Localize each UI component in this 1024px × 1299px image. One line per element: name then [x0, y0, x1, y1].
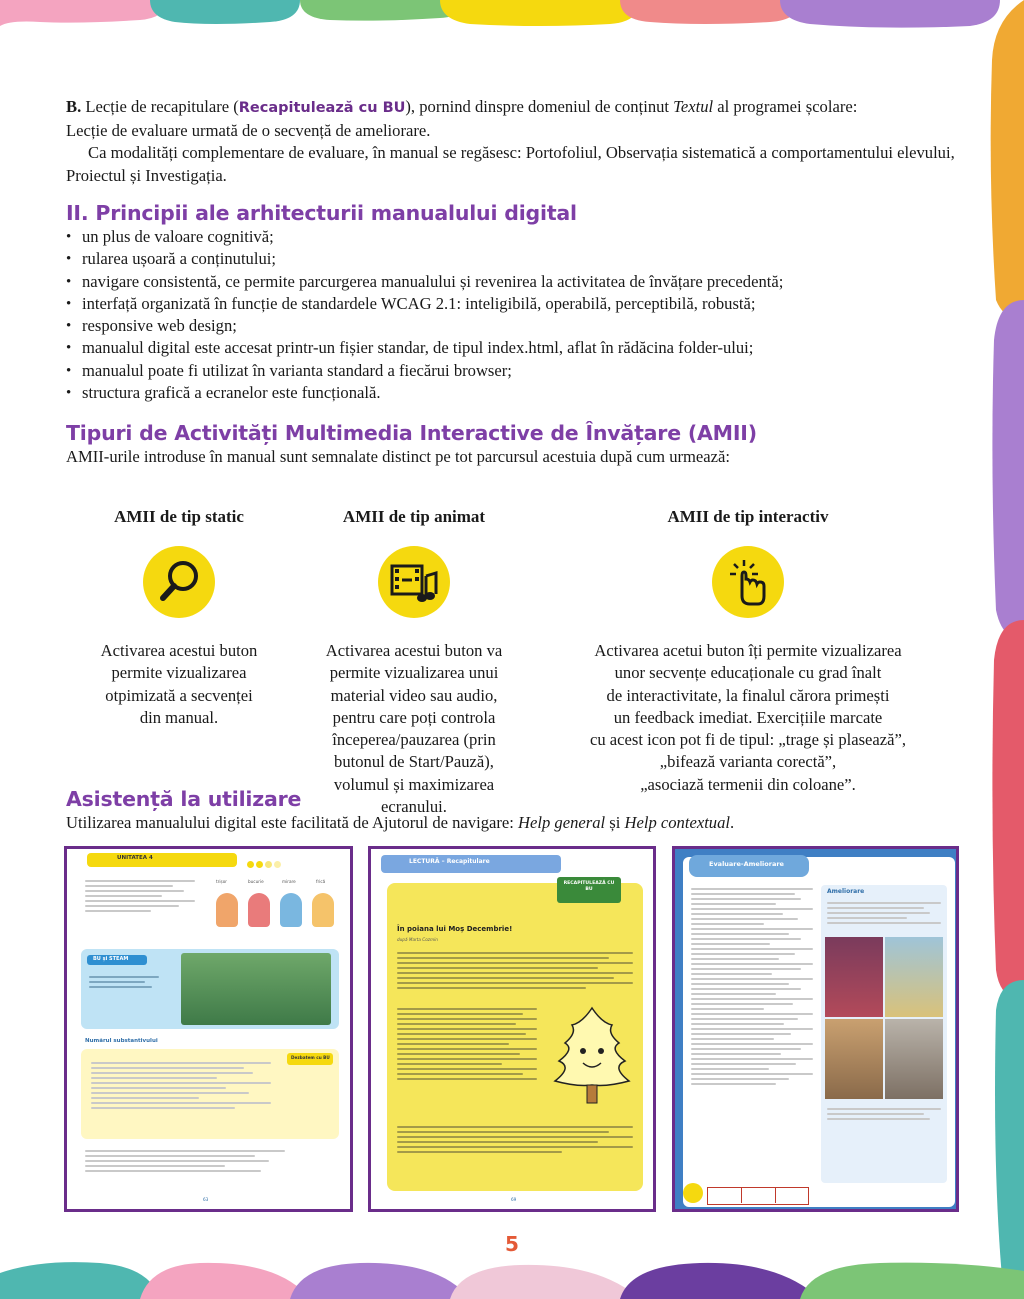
amii-static-desc — [70, 640, 288, 729]
amii-intro: AMII-urile introduse în manual sunt semnalate distinct pe tot parcursul acestuia după cum urmează: — [66, 447, 731, 467]
thumb1-kids — [212, 889, 342, 931]
amii-desc-line: Activarea acestui buton — [100, 641, 258, 660]
amii-static — [70, 506, 288, 729]
amii-desc-line: material video sau audio, — [330, 685, 498, 705]
tree-illustration — [547, 1003, 637, 1113]
right-decoration — [984, 0, 1024, 1299]
thumb1-page: 63 — [203, 1197, 209, 1202]
principle-item: • responsive web design; — [82, 315, 956, 337]
brand-recapituleaza: Recapitulează cu BU — [238, 100, 406, 116]
intro-line2: Lecție de evaluare urmată de o secvență de ameliorare. — [66, 120, 431, 140]
principle-item: • navigare consistentă, ce permite parcurgerea manualului și revenirea la activitatea de învățare precedentă; — [82, 271, 956, 293]
amii-desc-line: „asociază termenii din coloane”. — [640, 774, 856, 794]
amii-desc-line: unor secvențe educaționale cu grad înalt — [614, 663, 882, 683]
amii-interactive-desc — [558, 640, 938, 796]
amii-desc-line: cu acest icon pot fi de tipul: „trage și plasează”, — [589, 730, 907, 750]
amii-desc-line: Activarea acetui buton îți permite vizualizarea — [594, 641, 902, 660]
amii-desc-line: Activarea acestui buton va — [325, 641, 503, 660]
principle-item: • manualul digital este accesat printr-un fișier standar, de tipul index.html, aflat în rădăcina folder-ului; — [82, 337, 956, 359]
amii-interactive-title: AMII de tip interactiv — [667, 507, 829, 526]
assist-text: Utilizarea manualului digital este facilitată de Ajutorul de navigare: Help general și Help contextual. — [66, 813, 735, 832]
principles-list — [66, 226, 956, 404]
amii-desc-line: permite vizualizarea unui — [329, 663, 499, 683]
bottom-decoration — [0, 1249, 1024, 1299]
amii-desc-line: butonul de Start/Pauză), — [334, 752, 494, 772]
amii-desc-line: începerea/pauzarea (prin — [332, 730, 496, 750]
page-number: 5 — [505, 1232, 519, 1256]
amii-animated — [306, 506, 522, 818]
section2-title: II. Principii ale arhitecturii manualului digital — [66, 201, 577, 225]
amii-desc-line: volumul și maximizarea — [333, 774, 495, 794]
amii-desc-line: pentru care poți controla — [332, 707, 496, 727]
intro-line1: B. Lecție de recapitulare (Recapitulează cu BU), pornind dinspre domeniul de conținut Textul al programei școlare: — [66, 97, 858, 116]
amii-desc-line: un feedback imediat. Exercițiile marcate — [613, 707, 883, 727]
thumbnail-evaluare[interactable]: Evaluare-Ameliorare Ameliorare 72 — [672, 846, 959, 1212]
thumb1-steam-box: BU și STEAM — [81, 949, 339, 1029]
principle-item: • structura grafică a ecranelor este funcțională. — [82, 382, 956, 404]
principle-item: • manualul poate fi utilizat în varianta standard a fiecărui browser; — [82, 360, 956, 382]
film-music-icon[interactable] — [378, 546, 450, 618]
amii-desc-line: de interactivitate, la finalul cărora primești — [606, 685, 890, 705]
amii-interactive — [558, 506, 938, 796]
tap-hand-icon[interactable] — [712, 546, 784, 618]
page-content — [66, 96, 956, 469]
amii-desc-line: permite vizualizarea — [111, 663, 247, 683]
amii-desc-line: din manual. — [139, 707, 219, 727]
assist-title: Asistență la utilizare — [66, 787, 302, 811]
amii-title: Tipuri de Activități Multimedia Interactive de Învățare (AMII) — [66, 421, 757, 446]
principle-item: • interfață organizată în funcție de standardele WCAG 2.1: inteligibilă, operabilă, perceptibilă, robustă; — [82, 293, 956, 315]
thumbnail-unit4[interactable]: UNITATEA 4 trișor bucurie mirare frică BU și STEAM Numărul substantivului Dezbatem cu BU 63 — [64, 846, 353, 1212]
top-decoration — [0, 0, 1024, 60]
amii-animated-title: AMII de tip animat — [342, 507, 486, 526]
thumb2-header: LECTURĂ – Recapitulare — [409, 858, 490, 865]
magnifier-icon[interactable] — [143, 546, 215, 618]
thumb3-header: Evaluare-Ameliorare — [709, 860, 784, 868]
amii-static-title: AMII de tip static — [114, 507, 244, 526]
assist-section — [66, 786, 956, 835]
thumb3-page: 72 — [817, 1195, 823, 1200]
thumb1-header: UNITATEA 4 — [117, 855, 153, 861]
thumbnail-lectura[interactable]: LECTURĂ – Recapitulare În poiana lui Moș Decembrie! după Marta Cozmin RECAPITULEAZĂ CU BU 69 — [368, 846, 656, 1212]
amii-desc-line: ecranului. — [381, 797, 447, 817]
intro-para2: Ca modalități complementare de evaluare, în manual se regăsesc: Portofoliul, Observația sistematică a comportamentului elevului, Proiectul și Investigația. — [66, 143, 955, 185]
thumb2-page: 69 — [511, 1197, 517, 1202]
thumb1-section: Numărul substantivului — [85, 1038, 158, 1044]
amii-desc-line: otpimizată a secvenței — [105, 685, 253, 705]
amii-desc-line: „bifează varianta corectă”, — [659, 752, 837, 772]
principle-item: • rularea ușoară a conținutului; — [82, 248, 956, 270]
principle-item: • un plus de valoare cognitivă; — [82, 226, 956, 248]
thumb2-badge: RECAPITULEAZĂ CU BU — [563, 881, 615, 892]
